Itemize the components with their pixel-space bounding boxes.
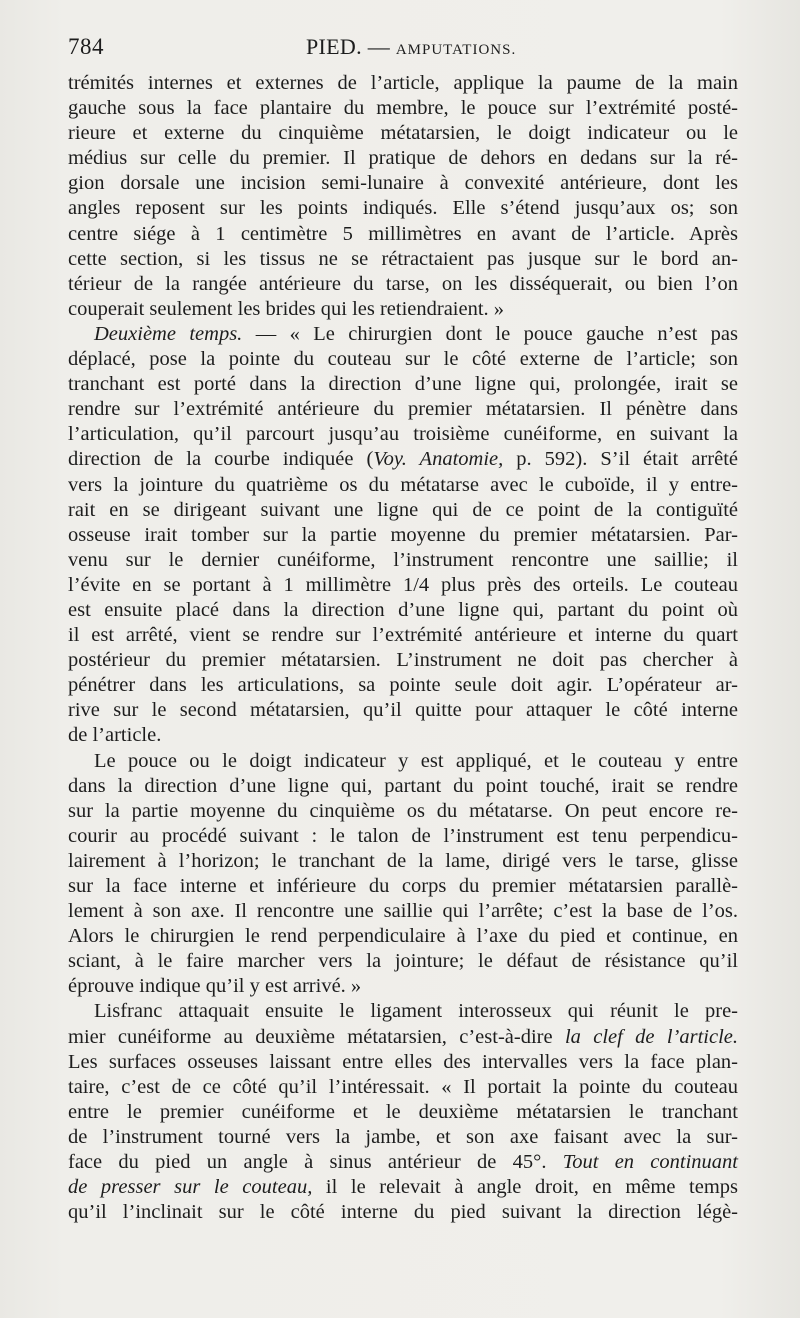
text-segment: venu sur le dernier cunéiforme, l’instrument rencontre une saillie; il <box>68 548 738 571</box>
text-segment: Alors le chirurgien le rend perpendiculaire à l’axe du pied et continue, en <box>68 925 738 948</box>
text-segment: trémités internes et externes de l’article, applique la paume de la main <box>68 72 738 94</box>
text-segment: médius sur celle du premier. Il pratique de dehors en dedans sur la ré- <box>68 147 738 170</box>
text-segment: rieure et externe du cinquième métatarsien, le doigt indicateur ou le <box>68 122 738 145</box>
text-line <box>68 171 738 196</box>
text-segment: gion dorsale une incision semi-lunaire à convexité antérieure, dont les <box>68 172 738 195</box>
text-line <box>68 1175 738 1200</box>
text-line <box>68 498 738 523</box>
text-segment: il est arrêté, vient se rendre sur l’extrémité antérieure et interne du quart <box>68 624 738 647</box>
running-head <box>306 34 516 60</box>
text-line <box>68 196 738 221</box>
text-line <box>68 1050 738 1075</box>
italic-text: Tout en continuant <box>562 1151 738 1174</box>
text-segment: il le relevait à angle droit, en même temps <box>312 1176 739 1199</box>
text-segment: l’articulation, qu’il parcourt jusqu’au troisième cunéiforme, en suivant la <box>68 423 738 446</box>
text-line <box>68 749 738 774</box>
text-segment: mier cunéiforme au deuxième métatarsien, c’est-à-dire <box>68 1025 565 1048</box>
running-head-separator: — <box>367 34 391 59</box>
running-head-title: PIED. <box>306 34 362 59</box>
page-number: 784 <box>68 34 104 59</box>
text-segment: pénétrer dans les articulations, sa pointe seule doit agir. L’opérateur ar- <box>68 674 738 697</box>
text-line <box>68 222 738 247</box>
text-line <box>68 949 738 974</box>
text-segment: Les surfaces osseuses laissant entre elles des intervalles vers la face plan- <box>68 1050 738 1073</box>
text-segment: rait en se dirigeant suivant une ligne qui de ce point de la contiguïté <box>68 498 738 521</box>
text-line <box>68 573 738 598</box>
text-line <box>68 774 738 799</box>
text-line <box>68 548 738 573</box>
italic-text: la clef de l’article. <box>564 1025 739 1048</box>
text-segment: lairement à l’horizon; le tranchant de la lame, dirigé vers le tarse, glisse <box>68 849 738 872</box>
text-line <box>68 422 738 447</box>
text-line <box>68 799 738 824</box>
text-line <box>68 347 738 372</box>
text-segment: Le pouce ou le doigt indicateur y est appliqué, et le couteau y entre <box>94 749 738 772</box>
text-line <box>68 1200 738 1225</box>
text-line <box>68 121 738 146</box>
text-line <box>68 523 738 548</box>
text-segment: rendre sur l’extrémité antérieure du premier métatarsien. Il pénètre dans <box>68 398 738 421</box>
text-segment: vers la jointure du quatrième os du métatarse avec le cuboïde, il y entre- <box>68 473 738 496</box>
italic-text: Deuxième temps. <box>94 322 243 345</box>
text-line <box>68 247 738 272</box>
text-line <box>68 974 738 999</box>
text-line <box>68 824 738 849</box>
italic-text: de presser sur le couteau, <box>68 1176 313 1199</box>
text-segment: gauche sous la face plantaire du membre, le pouce sur l’extrémité posté- <box>68 97 738 120</box>
text-line <box>68 1150 738 1175</box>
text-line <box>68 1125 738 1150</box>
text-line <box>68 1100 738 1125</box>
text-line <box>68 71 738 96</box>
text-segment: de l’article. <box>68 724 162 747</box>
text-line <box>68 473 738 498</box>
text-line <box>68 146 738 171</box>
text-segment: centre siége à 1 centimètre 5 millimètres en avant de l’article. Après <box>68 222 738 245</box>
text-line <box>68 698 738 723</box>
text-segment: courir au procédé suivant : le talon de l’instrument est tenu perpendicu- <box>68 824 738 847</box>
text-line <box>68 999 738 1024</box>
text-line <box>68 297 738 322</box>
text-line <box>68 623 738 648</box>
text-segment: sur la face interne et inférieure du corps du premier métatarsien parallè- <box>68 875 738 897</box>
text-line <box>68 874 738 899</box>
text-line <box>68 322 738 347</box>
text-line <box>68 673 738 698</box>
text-segment: cette section, si les tissus ne se rétractaient pas jusque sur le bord an- <box>68 247 738 270</box>
text-segment: direction de la courbe indiquée ( <box>68 448 374 471</box>
text-segment: face du pied un angle à sinus antérieur de 45°. <box>68 1151 563 1174</box>
running-head-subtitle: AMPUTATIONS. <box>395 42 517 58</box>
text-segment: osseuse irait tomber sur la partie moyenne du premier métatarsien. Par- <box>68 523 738 546</box>
text-segment: dans la direction d’une ligne qui, partant du point touché, irait se rendre <box>68 774 738 797</box>
text-line <box>68 447 738 472</box>
text-segment: éprouve indique qu’il y est arrivé. » <box>68 975 362 998</box>
text-segment: entre le premier cunéiforme et le deuxième métatarsien le tranchant <box>68 1100 738 1123</box>
text-line <box>68 849 738 874</box>
text-segment: — « Le chirurgien dont le pouce gauche n’est pas <box>242 322 738 345</box>
text-segment: qu’il l’inclinait sur le côté interne du pied suivant la direction légè- <box>68 1201 738 1224</box>
text-line <box>68 1075 738 1100</box>
text-line <box>68 648 738 673</box>
text-segment: sur la partie moyenne du cinquième os du métatarse. On peut encore re- <box>68 799 738 822</box>
text-segment: l’évite en se portant à 1 millimètre 1/4 plus près des orteils. Le couteau <box>68 573 738 596</box>
text-line <box>68 598 738 623</box>
text-segment: lement à son axe. Il rencontre une saillie qui l’arrête; c’est la base de l’os. <box>68 900 738 923</box>
italic-text: Voy. Anatomie, <box>373 448 504 471</box>
body-text <box>68 71 738 1225</box>
text-segment: postérieur du premier métatarsien. L’instrument ne doit pas chercher à <box>68 649 738 672</box>
page-header <box>68 34 738 64</box>
text-line <box>68 1025 738 1050</box>
text-segment: tranchant est porté dans la direction d’une ligne qui, prolongée, irait se <box>68 373 738 396</box>
text-segment: Lisfranc attaquait ensuite le ligament interosseux qui réunit le pre- <box>94 1000 738 1023</box>
text-segment: est ensuite placé dans la direction d’une ligne qui, partant du point où <box>68 598 738 621</box>
text-segment: sciant, à le faire marcher vers la jointure; le défaut de résistance qu’il <box>68 950 738 973</box>
text-segment: de l’instrument tourné vers la jambe, et son axe faisant avec la sur- <box>68 1125 738 1148</box>
text-line <box>68 96 738 121</box>
text-segment: térieur de la rangée antérieure du tarse, on les disséquerait, ou bien l’on <box>68 272 738 295</box>
text-segment: rive sur le second métatarsien, qu’il quitte pour attaquer le côté interne <box>68 699 738 722</box>
text-segment: taire, c’est de ce côté qu’il l’intéressait. « Il portait la pointe du couteau <box>68 1075 738 1098</box>
text-line <box>68 723 738 748</box>
text-line <box>68 397 738 422</box>
text-segment: couperait seulement les brides qui les retiendraient. » <box>68 297 505 320</box>
text-segment: angles reposent sur les points indiqués. Elle s’étend jusqu’aux os; son <box>68 197 738 220</box>
text-line <box>68 899 738 924</box>
text-line <box>68 924 738 949</box>
text-segment: déplacé, pose la pointe du couteau sur le côté externe de l’article; son <box>68 348 738 371</box>
text-segment: p. 592). S’il était arrêté <box>503 448 738 471</box>
text-line <box>68 272 738 297</box>
text-line <box>68 372 738 397</box>
